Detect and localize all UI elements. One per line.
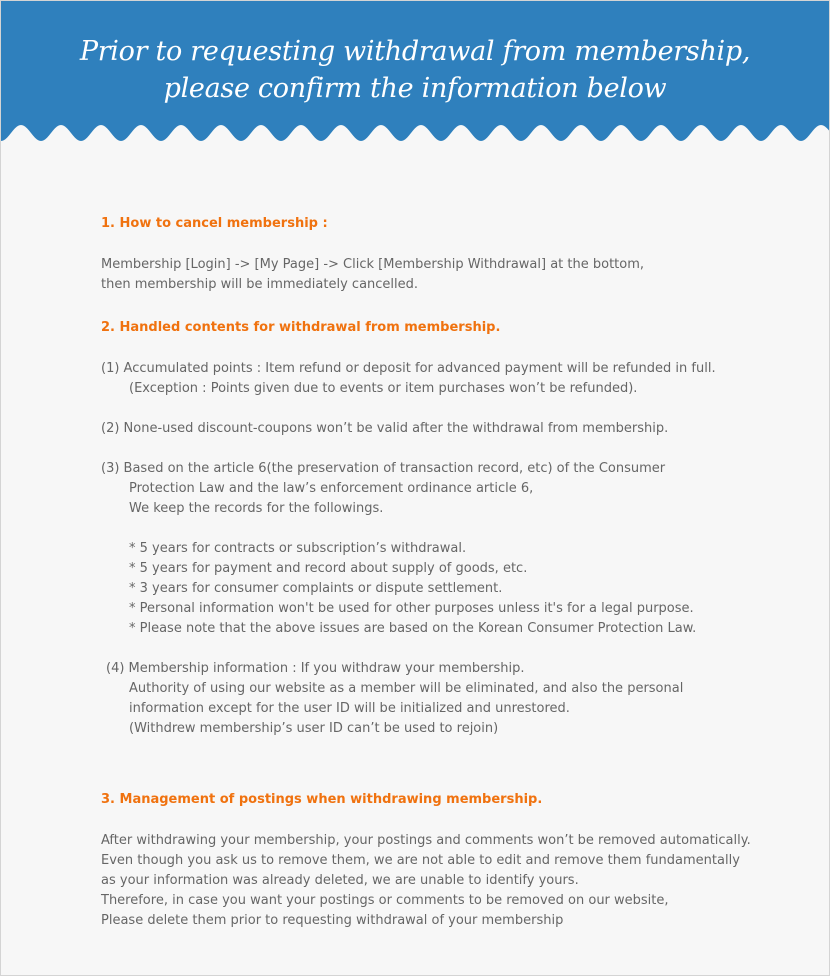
section-3-line: as your information was already deleted, we are unable to identify yours.: [101, 873, 579, 888]
banner-title-line-1: Prior to requesting withdrawal from membership,: [79, 36, 751, 67]
item-3-line: (3) Based on the article 6(the preservation of transaction record, etc) of the Consumer: [101, 461, 666, 476]
section-1-line: Membership [Login] -> [My Page] -> Click [Membership Withdrawal] at the bottom,: [101, 257, 645, 272]
section-3-line: After withdrawing your membership, your postings and comments won’t be removed automatically.: [101, 833, 751, 848]
item-1-line: (1) Accumulated points : Item refund or deposit for advanced payment will be refunded in full.: [101, 361, 716, 376]
retention-bullet: * Personal information won't be used for other purposes unless it's for a legal purpose.: [129, 601, 694, 616]
banner-title-line-2: please confirm the information below: [163, 73, 667, 104]
section-3-line: Please delete them prior to requesting withdrawal of your membership: [101, 913, 564, 928]
header-banner: [1, 1, 829, 151]
item-4-line: Authority of using our website as a member will be eliminated, and also the personal: [129, 681, 684, 696]
retention-bullet: * 3 years for consumer complaints or dispute settlement.: [129, 581, 503, 596]
item-3-line: Protection Law and the law’s enforcement ordinance article 6,: [129, 481, 534, 496]
banner-title: [1, 33, 829, 107]
item-1-line: (Exception : Points given due to events or item purchases won’t be refunded).: [129, 381, 638, 396]
section-2-heading: 2. Handled contents for withdrawal from membership.: [101, 320, 501, 335]
section-1-line: then membership will be immediately cancelled.: [101, 277, 419, 292]
item-3-line: We keep the records for the followings.: [129, 501, 384, 516]
item-2-line: (2) None-used discount-coupons won’t be valid after the withdrawal from membership.: [101, 421, 669, 436]
section-3-line: Even though you ask us to remove them, we are not able to edit and remove them fundamentally: [101, 853, 740, 868]
retention-bullet: * 5 years for payment and record about supply of goods, etc.: [129, 561, 528, 576]
item-4-line: (Withdrew membership’s user ID can’t be used to rejoin): [129, 721, 499, 736]
item-4-line: information except for the user ID will be initialized and unrestored.: [129, 701, 570, 716]
section-3-line: Therefore, in case you want your postings or comments to be removed on our website,: [101, 893, 669, 908]
retention-bullet: * Please note that the above issues are based on the Korean Consumer Protection Law.: [129, 621, 697, 636]
item-4-line: (4) Membership information : If you withdraw your membership.: [106, 661, 525, 676]
retention-bullet: * 5 years for contracts or subscription’s withdrawal.: [129, 541, 467, 556]
section-3-heading: 3. Management of postings when withdrawing membership.: [101, 792, 543, 807]
section-1-heading: 1. How to cancel membership :: [101, 216, 328, 231]
